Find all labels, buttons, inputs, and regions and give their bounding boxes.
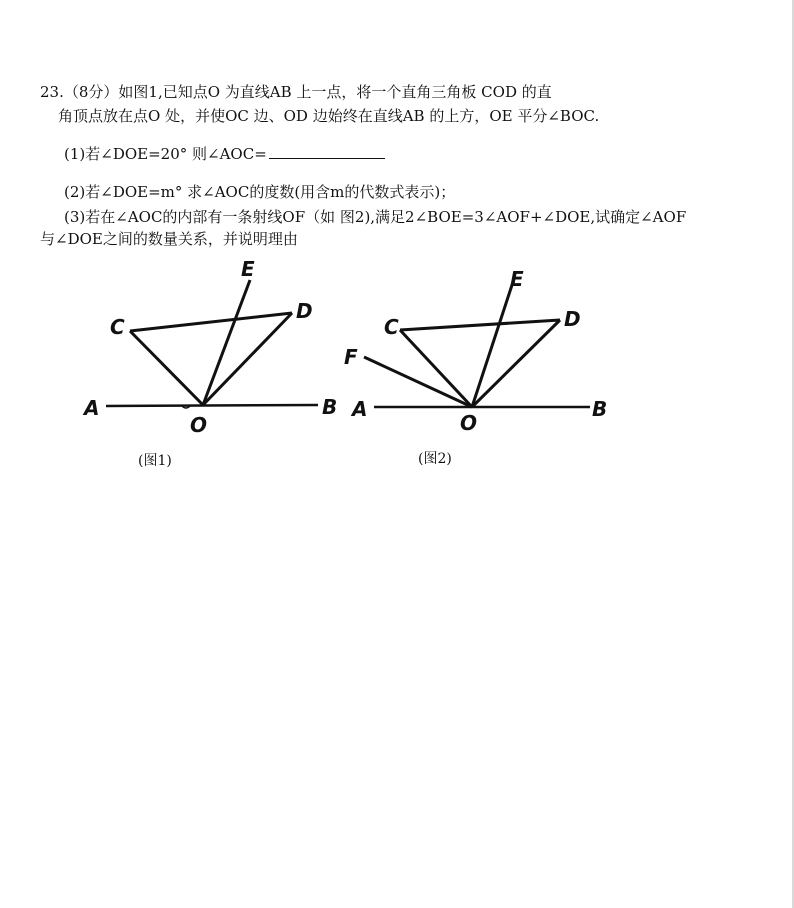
figure-2-caption: (图2) [418, 451, 452, 467]
part-1 [64, 144, 385, 164]
segment-cd [130, 313, 292, 331]
part-1-text: (1)若∠DOE=20° 则∠AOC= [64, 145, 267, 163]
line-ab [106, 405, 318, 406]
segment-cd [400, 320, 560, 330]
label-c: C [110, 315, 125, 339]
label-f: F [344, 345, 358, 369]
label-c: C [384, 315, 399, 339]
label-a: A [84, 396, 100, 420]
segment-oc [400, 330, 472, 407]
question-line-2: 角顶点放在点O 处，并使OC 边、OD 边始终在直线AB 的上方，OE 平分∠BOC. [58, 107, 600, 125]
figure-1-caption: (图1) [138, 453, 172, 469]
label-o: O [460, 411, 478, 435]
label-b: B [592, 397, 608, 421]
segment-oc [130, 331, 203, 405]
label-e: E [510, 267, 524, 291]
figure-2-diagram [342, 262, 622, 442]
question-line-1: 23.（8分）如图1,已知点O 为直线AB 上一点，将一个直角三角板 COD 的直 [40, 83, 552, 101]
figure-1 [78, 252, 348, 442]
label-b: B [322, 395, 338, 419]
label-a: A [352, 397, 368, 421]
segment-od [203, 313, 292, 405]
part-3-line-1: (3)若在∠AOC的内部有一条射线OF（如 图2),满足2∠BOE=3∠AOF+∠DOE,试确定∠AOF [64, 208, 687, 226]
figure-1-diagram [78, 252, 348, 442]
ray-of [364, 357, 472, 407]
part-2: (2)若∠DOE=m° 求∠AOC的度数(用含m的代数式表示)； [64, 183, 456, 201]
label-d: D [296, 299, 313, 323]
ray-oe [203, 280, 250, 405]
answer-blank [269, 144, 385, 159]
label-e: E [241, 257, 255, 281]
figure-2 [342, 262, 622, 442]
label-o: O [190, 413, 208, 437]
label-d: D [564, 307, 581, 331]
part-3-line-2: 与∠DOE之间的数量关系，并说明理由 [40, 230, 298, 248]
